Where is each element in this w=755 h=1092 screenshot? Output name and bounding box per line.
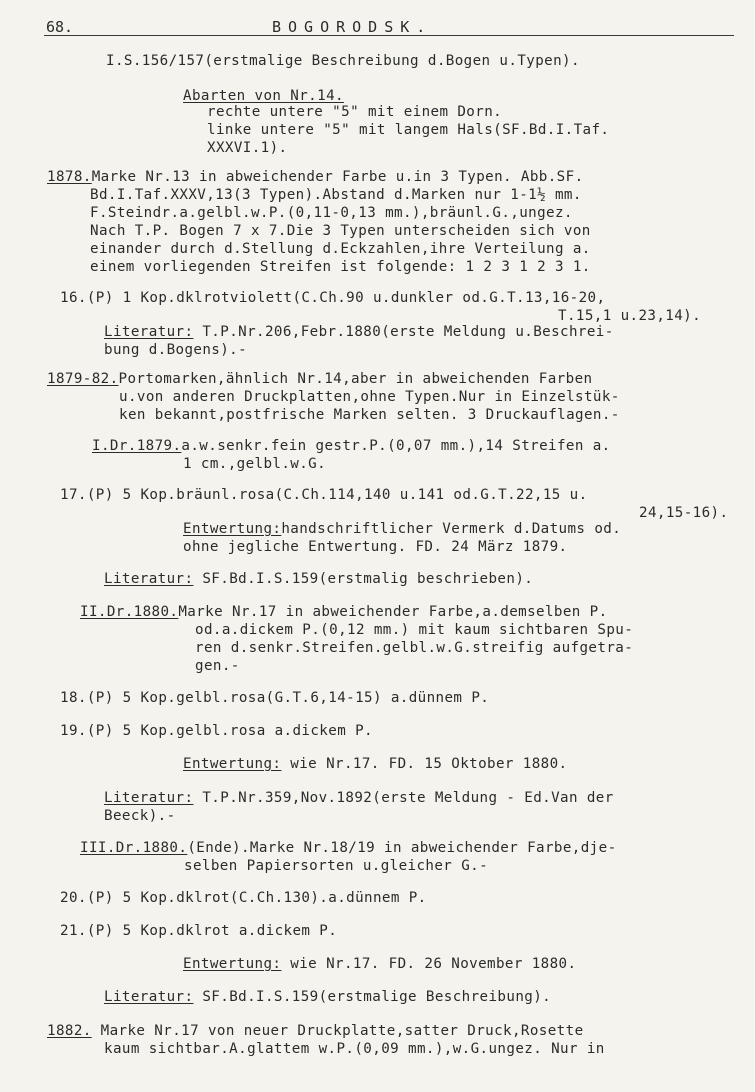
literature-text: SF.Bd.I.S.159(erstmalige Beschreibung). <box>193 989 552 1005</box>
text-line: linke untere "5" mit langem Hals(SF.Bd.I.Taf. <box>207 122 610 138</box>
text-line: gen.- <box>195 658 240 674</box>
stamp-entry: 21.(P) 5 Kop.dklrot a.dickem P. <box>60 923 338 939</box>
text-line: ren d.senkr.Streifen.gelbl.w.G.streifig aufgetra- <box>195 640 634 656</box>
header-rule <box>44 35 734 36</box>
text-line: F.Steindr.a.gelbl.w.P.(0,11-0,13 mm.),bräunl.G.,ungez. <box>90 205 573 221</box>
text-line: rechte untere "5" mit einem Dorn. <box>207 104 503 120</box>
page-title: BOGORODSK. <box>272 18 433 36</box>
cancellation-text: wie Nr.17. FD. 26 November 1880. <box>281 956 577 972</box>
text-line: od.a.dickem P.(0,12 mm.) mit kaum sichtbaren Spu- <box>195 622 634 638</box>
literature-line <box>104 988 551 1006</box>
cancellation-line <box>183 520 621 538</box>
print-run-line <box>92 437 611 455</box>
cancellation-label: Entwertung: <box>183 956 282 972</box>
cancellation-line <box>183 955 576 973</box>
stamp-entry: 17.(P) 5 Kop.bräunl.rosa(C.Ch.114,140 u.141 od.G.T.22,15 u. <box>60 487 588 503</box>
literature-label: Literatur: <box>104 989 194 1005</box>
text-line: u.von anderen Druckplatten,ohne Typen.Nur in Einzelstük- <box>119 389 620 405</box>
entry-text: Marke Nr.13 in abweichender Farbe u.in 3 Typen. Abb.SF. <box>91 169 584 185</box>
stamp-entry: 20.(P) 5 Kop.dklrot(C.Ch.130).a.dünnem P. <box>60 890 427 906</box>
stamp-entry: 18.(P) 5 Kop.gelbl.rosa(G.T.6,14-15) a.dünnem P. <box>60 690 490 706</box>
text-line: ken bekannt,postfrische Marken selten. 3 Druckauflagen.- <box>119 407 620 423</box>
print-run-text: a.w.senkr.fein gestr.P.(0,07 mm.),14 Streifen a. <box>181 438 611 454</box>
entry-text: Portomarken,ähnlich Nr.14,aber in abweichenden Farben <box>118 371 593 387</box>
stamp-entry: 19.(P) 5 Kop.gelbl.rosa a.dickem P. <box>60 723 373 739</box>
print-run-label: II.Dr.1880. <box>80 604 179 620</box>
text-line: Bd.I.Taf.XXXV,13(3 Typen).Abstand d.Marken nur 1-1½ mm. <box>90 187 582 203</box>
literature-text: SF.Bd.I.S.159(erstmalig beschrieben). <box>193 571 534 587</box>
literature-line <box>104 570 533 588</box>
text-line: 24,15-16). <box>639 505 729 521</box>
entry-line <box>47 168 584 186</box>
cancellation-text: handschriftlicher Vermerk d.Datums od. <box>281 521 622 537</box>
text-line: ohne jegliche Entwertung. FD. 24 März 1879. <box>183 539 568 555</box>
entry-line <box>47 1022 584 1040</box>
entry-text: Marke Nr.17 von neuer Druckplatte,satter Druck,Rosette <box>91 1023 584 1039</box>
text-line: kaum sichtbar.A.glattem w.P.(0,09 mm.),w.G.ungez. Nur in <box>104 1041 605 1057</box>
literature-line <box>104 789 614 807</box>
page-number: 68. <box>46 18 74 36</box>
literature-text: T.P.Nr.359,Nov.1892(erste Meldung - Ed.Van der <box>193 790 614 806</box>
entry-year: 1882. <box>47 1023 92 1039</box>
literature-text: T.P.Nr.206,Febr.1880(erste Meldung u.Beschrei- <box>193 324 614 340</box>
cancellation-label: Entwertung: <box>183 756 282 772</box>
cancellation-text: wie Nr.17. FD. 15 Oktober 1880. <box>281 756 568 772</box>
print-run-text: Marke Nr.17 in abweichender Farbe,a.demselben P. <box>178 604 608 620</box>
print-run-label: III.Dr.1880. <box>80 840 188 856</box>
text-line: I.S.156/157(erstmalige Beschreibung d.Bogen u.Typen). <box>106 53 580 69</box>
print-run-line <box>80 603 608 621</box>
stamp-entry: 16.(P) 1 Kop.dklrotviolett(C.Ch.90 u.dunkler od.G.T.13,16-20, <box>60 290 606 306</box>
cancellation-label: Entwertung: <box>183 521 282 537</box>
print-run-label: I.Dr.1879. <box>92 438 182 454</box>
text-line: einander durch d.Stellung d.Eckzahlen,ihre Verteilung a. <box>90 241 591 257</box>
text-line: bung d.Bogens).- <box>104 342 248 358</box>
literature-line <box>104 323 614 341</box>
entry-year: 1879-82. <box>47 371 119 387</box>
text-line: einem vorliegenden Streifen ist folgende: 1 2 3 1 2 3 1. <box>90 259 591 275</box>
text-line: 1 cm.,gelbl.w.G. <box>183 456 327 472</box>
text-line: T.15,1 u.23,14). <box>558 308 702 324</box>
entry-year: 1878. <box>47 169 92 185</box>
heading-label: Abarten von Nr.14. <box>183 88 344 104</box>
text-line: Beeck).- <box>104 808 176 824</box>
cancellation-line <box>183 755 568 773</box>
print-run-line <box>80 839 617 857</box>
entry-line <box>47 370 592 388</box>
print-run-text: (Ende).Marke Nr.18/19 in abweichender Farbe,dje- <box>187 840 617 856</box>
text-line: Nach T.P. Bogen 7 x 7.Die 3 Typen unterscheiden sich von <box>90 223 591 239</box>
literature-label: Literatur: <box>104 324 194 340</box>
literature-label: Literatur: <box>104 790 194 806</box>
text-line: XXXVI.1). <box>207 140 288 156</box>
literature-label: Literatur: <box>104 571 194 587</box>
text-line: selben Papiersorten u.gleicher G.- <box>184 858 489 874</box>
